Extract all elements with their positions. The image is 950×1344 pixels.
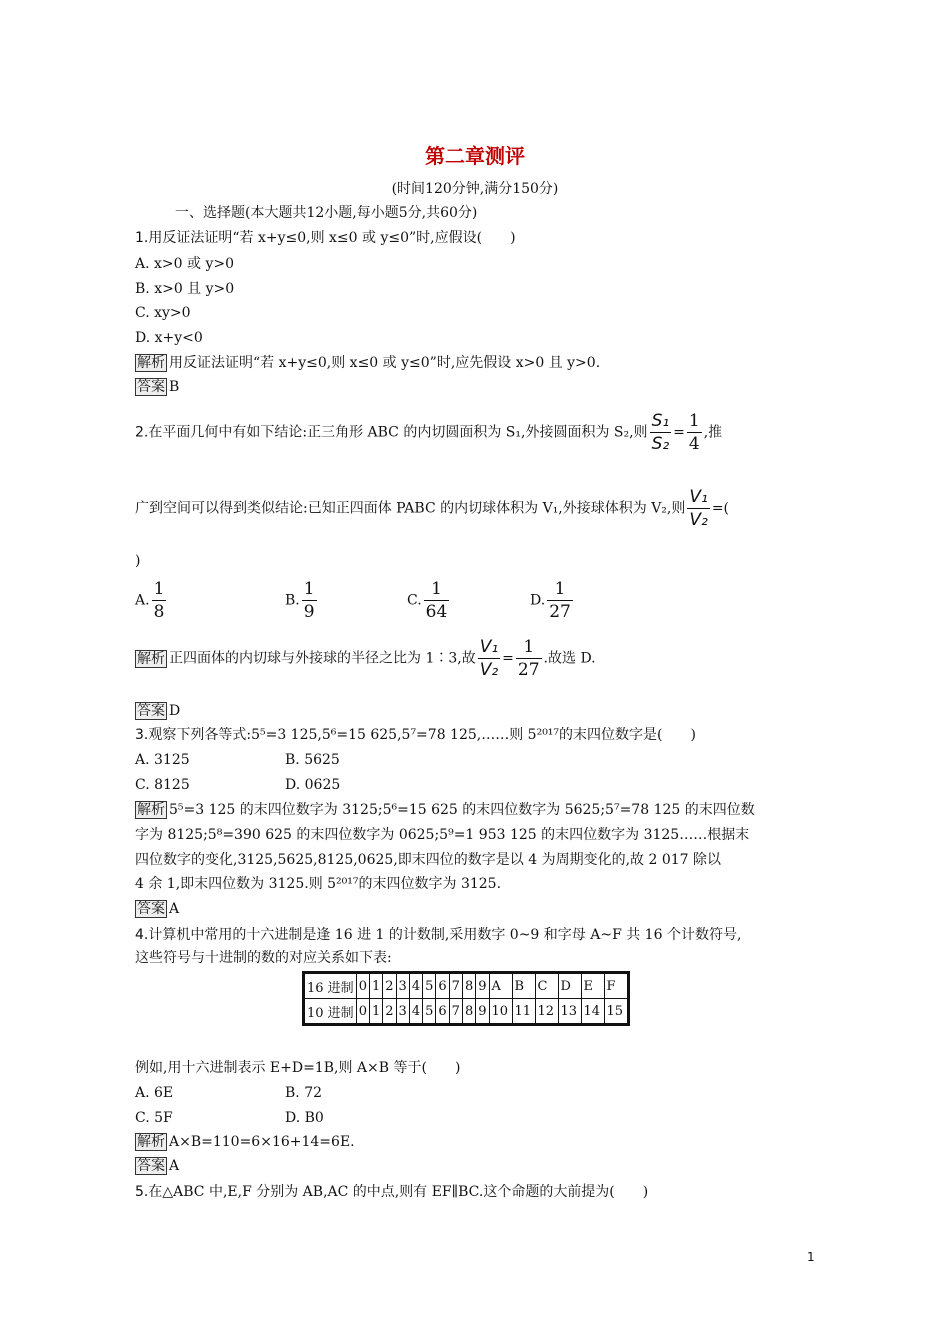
option-d: D. B0 xyxy=(285,1110,324,1126)
question-stem: 在平面几何中有如下结论:正三角形 ABC 的内切圆面积为 S₁,外接圆面积为 S₂,则 xyxy=(148,424,648,441)
option-d: D. 0625 xyxy=(285,777,341,793)
page-title: 第二章测评 xyxy=(425,144,525,168)
answer-value: D xyxy=(169,703,181,719)
analysis-text-line-1: 5⁵=3 125 的末四位数字为 3125;5⁶=15 625 的末四位数字为 5625;5⁷=78 125 的末四位数 xyxy=(169,802,755,818)
option-a: A. $\frac{1}{8}$ xyxy=(135,579,165,622)
fraction-one-27th: $\frac{1}{27}$ xyxy=(517,637,540,680)
question-4-line-2: 这些符号与十进制的数的对应关系如下表: xyxy=(135,950,392,966)
question-number: 1. xyxy=(135,230,149,246)
option-b: B. $\frac{1}{9}$ xyxy=(285,579,315,622)
fraction-one-quarter: $\frac{1}{4}$ xyxy=(688,411,700,454)
analysis-tag: 解析 xyxy=(137,355,165,371)
question-1 xyxy=(135,228,516,248)
question-2-line-3: ) xyxy=(135,553,141,569)
answer-value: A xyxy=(169,1158,180,1174)
question-stem: 计算机中常用的十六进制是逢 16 进 1 的计数制,采用数字 0~9 和字母 A~F 共 16 个计数符号, xyxy=(148,927,742,943)
question-2: 2.在平面几何中有如下结论:正三角形 ABC 的内切圆面积为 S₁,外接圆面积为 S₂,则 $\frac{\text{S₁}}{\text{S₂}}$ = $\frac{1}{4}$ ,推 xyxy=(135,411,723,454)
table-row: 10 进制 0 1 2 3 4 5 6 7 8 9 10 11 12 13 14 15 xyxy=(304,999,629,1025)
analysis-tag: 解析 xyxy=(137,650,165,667)
question-number: 5. xyxy=(135,1184,149,1200)
option-a: A. 3125 xyxy=(135,752,190,768)
question-stem: 用反证法证明“若 x+y≤0,则 x≤0 或 y≤0”时,应假设( ) xyxy=(148,230,516,246)
answer-2 xyxy=(135,701,180,721)
answer-tag: 答案 xyxy=(137,1158,165,1174)
analysis-text: 用反证法证明“若 x+y≤0,则 x≤0 或 y≤0”时,应先假设 x>0 且 y>0. xyxy=(169,355,601,371)
option-a: A. x>0 或 y>0 xyxy=(135,256,234,272)
hex-decimal-table xyxy=(302,971,630,1026)
page-number: 1 xyxy=(807,1250,815,1264)
table-row: 16 进制 0 1 2 3 4 5 6 7 8 9 A B C D E F xyxy=(304,973,629,999)
answer-tag: 答案 xyxy=(137,703,165,719)
section-heading: 一、选择题(本大题共12小题,每小题5分,共60分) xyxy=(175,205,478,221)
option-c: C. 5F xyxy=(135,1110,173,1126)
answer-3 xyxy=(135,899,179,919)
fraction-v1-v2: $\frac{\text{V₁}}{\text{V₂}}$ xyxy=(689,487,708,530)
option-c: C. $\frac{1}{64}$ xyxy=(407,579,448,622)
analysis-4 xyxy=(135,1132,355,1152)
question-number: 2. xyxy=(135,424,149,441)
exam-info: (时间120分钟,满分150分) xyxy=(391,181,559,197)
answer-1 xyxy=(135,377,179,397)
option-b: B. 72 xyxy=(285,1085,323,1101)
question-4-example: 例如,用十六进制表示 E+D=1B,则 A×B 等于( ) xyxy=(135,1060,461,1076)
question-4 xyxy=(135,925,741,945)
question-5 xyxy=(135,1182,648,1202)
option-a: A. 6E xyxy=(135,1085,174,1101)
fraction-v1-v2: $\frac{\text{V₁}}{\text{V₂}}$ xyxy=(479,637,499,680)
question-stem: 观察下列各等式:5⁵=3 125,5⁶=15 625,5⁷=78 125,……则 5²⁰¹⁷的末四位数字是( ) xyxy=(148,727,696,743)
analysis-text: 正四面体的内切球与外接球的半径之比为 1∶3,故 xyxy=(169,650,476,667)
option-b: B. x>0 且 y>0 xyxy=(135,281,235,297)
answer-tag: 答案 xyxy=(137,379,165,395)
option-d: D. x+y<0 xyxy=(135,330,203,346)
question-number: 3. xyxy=(135,727,149,743)
analysis-text-line-3: 四位数字的变化,3125,5625,8125,0625,即末四位的数字是以 4 为周期变化的,故 2 017 除以 xyxy=(135,852,722,868)
option-c: C. xy>0 xyxy=(135,305,191,321)
analysis-1 xyxy=(135,353,600,373)
answer-4 xyxy=(135,1156,179,1176)
analysis-text-line-4: 4 余 1,即末四位数为 3125.则 5²⁰¹⁷的末四位数字为 3125. xyxy=(135,876,502,892)
analysis-3 xyxy=(135,800,755,820)
question-stem: 在△ABC 中,E,F 分别为 AB,AC 的中点,则有 EF∥BC.这个命题的大前提为( ) xyxy=(148,1184,649,1200)
question-3 xyxy=(135,725,696,745)
analysis-tag: 解析 xyxy=(137,1134,165,1150)
analysis-text-line-2: 字为 8125;5⁸=390 625 的末四位数字为 0625;5⁹=1 953 125 的末四位数字为 3125……根据末 xyxy=(135,827,750,843)
analysis-tag: 解析 xyxy=(137,802,165,818)
option-b: B. 5625 xyxy=(285,752,340,768)
answer-value: B xyxy=(169,379,180,395)
fraction-s1-s2: $\frac{\text{S₁}}{\text{S₂}}$ xyxy=(651,411,670,454)
analysis-text: A×B=110=6×16+14=6E. xyxy=(169,1134,355,1150)
analysis-2: 解析 正四面体的内切球与外接球的半径之比为 1∶3,故 $\frac{\text{V₁}}{\text{V₂}}$ = $\frac{1}{27}$ .故选 D. xyxy=(137,637,596,680)
option-d: D. $\frac{1}{27}$ xyxy=(530,579,571,622)
answer-tag: 答案 xyxy=(137,901,165,917)
question-number: 4. xyxy=(135,927,149,943)
answer-value: A xyxy=(169,901,180,917)
question-2-line-2: 广到空间可以得到类似结论:已知正四面体 PABC 的内切球体积为 V₁,外接球体积为 V₂,则 $\frac{\text{V₁}}{\text{V₂}}$ =( xyxy=(135,487,730,530)
option-c: C. 8125 xyxy=(135,777,190,793)
